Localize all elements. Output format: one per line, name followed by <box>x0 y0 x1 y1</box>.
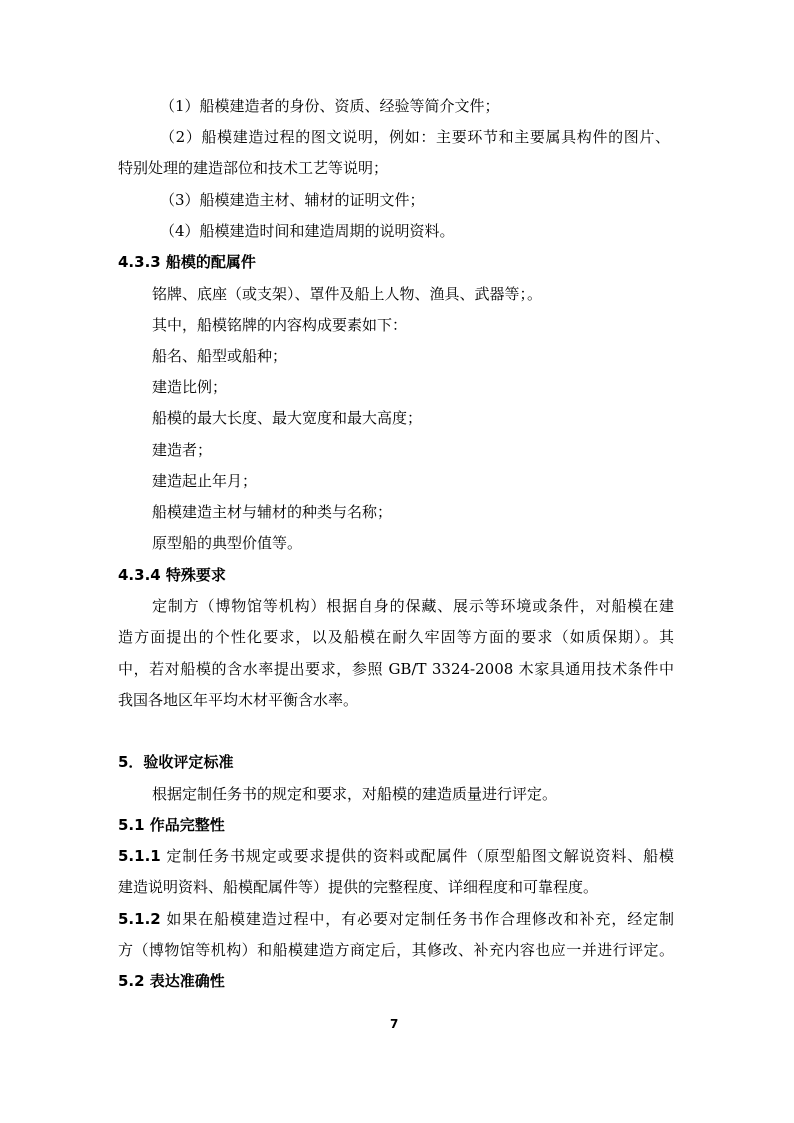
section-heading-5: 5．验收评定标准 <box>118 753 234 771</box>
page-number: 7 <box>390 1017 399 1031</box>
section-heading-4-3-3: 4.3.3 船模的配属件 <box>118 253 256 271</box>
paragraph-line <box>118 909 674 929</box>
section-heading-4-3-4: 4.3.4 特殊要求 <box>118 566 226 584</box>
list-item: （4）船模建造时间和建造周期的说明资料。 <box>160 222 455 240</box>
item-text: 如果在船模建造过程中，有必要对定制任务书作合理修改和补充，经定制 <box>160 910 674 928</box>
paragraph-line: 中，若对船模的含水率提出要求，参照 GB/T 3324-2008 木家具通用技术条件中 <box>118 660 674 678</box>
paragraph-line: 方（博物馆等机构）和船模建造方商定后，其修改、补充内容也应一并进行评定。 <box>118 941 674 959</box>
list-item: （1）船模建造者的身份、资质、经验等简介文件； <box>160 97 500 115</box>
paragraph-line: 定制方（博物馆等机构）根据自身的保藏、展示等环境或条件，对船模在建 <box>152 597 674 615</box>
paragraph-line: 船模的最大长度、最大宽度和最大高度； <box>152 409 423 427</box>
item-number-5-1-1: 5.1.1 <box>118 847 161 865</box>
item-number-5-1-2: 5.1.2 <box>118 910 161 928</box>
paragraph-line: 船模建造主材与辅材的种类与名称； <box>152 503 393 521</box>
list-item: （2）船模建造过程的图文说明，例如：主要环节和主要属具构件的图片、 <box>160 128 670 146</box>
paragraph-line: 根据定制任务书的规定和要求，对船模的建造质量进行评定。 <box>152 785 558 803</box>
paragraph-line <box>118 846 674 866</box>
paragraph-line: 原型船的典型价值等。 <box>152 534 303 552</box>
paragraph-line: 建造说明资料、船模配属件等）提供的完整程度、详细程度和可靠程度。 <box>118 878 599 896</box>
paragraph-line: 造方面提出的个性化要求，以及船模在耐久牢固等方面的要求（如质保期）。其 <box>118 628 674 646</box>
section-heading-5-1: 5.1 作品完整性 <box>118 816 225 834</box>
section-heading-5-2: 5.2 表达准确性 <box>118 972 225 990</box>
paragraph-line: 铭牌、底座（或支架）、罩件及船上人物、渔具、武器等；。 <box>152 285 543 303</box>
paragraph-line: 其中，船模铭牌的内容构成要素如下： <box>152 316 408 334</box>
item-text: 定制任务书规定或要求提供的资料或配属件（原型船图文解说资料、船模 <box>160 847 674 865</box>
paragraph-line: 建造比例； <box>152 378 228 396</box>
paragraph-line: 建造起止年月； <box>152 472 258 490</box>
list-item: （3）船模建造主材、辅材的证明文件； <box>160 191 425 209</box>
paragraph-line: 我国各地区年平均木材平衡含水率。 <box>118 691 359 709</box>
paragraph-line: 建造者； <box>152 441 213 459</box>
paragraph-line: 船名、船型或船种； <box>152 347 288 365</box>
list-item-continuation: 特别处理的建造部位和技术工艺等说明； <box>118 159 389 177</box>
